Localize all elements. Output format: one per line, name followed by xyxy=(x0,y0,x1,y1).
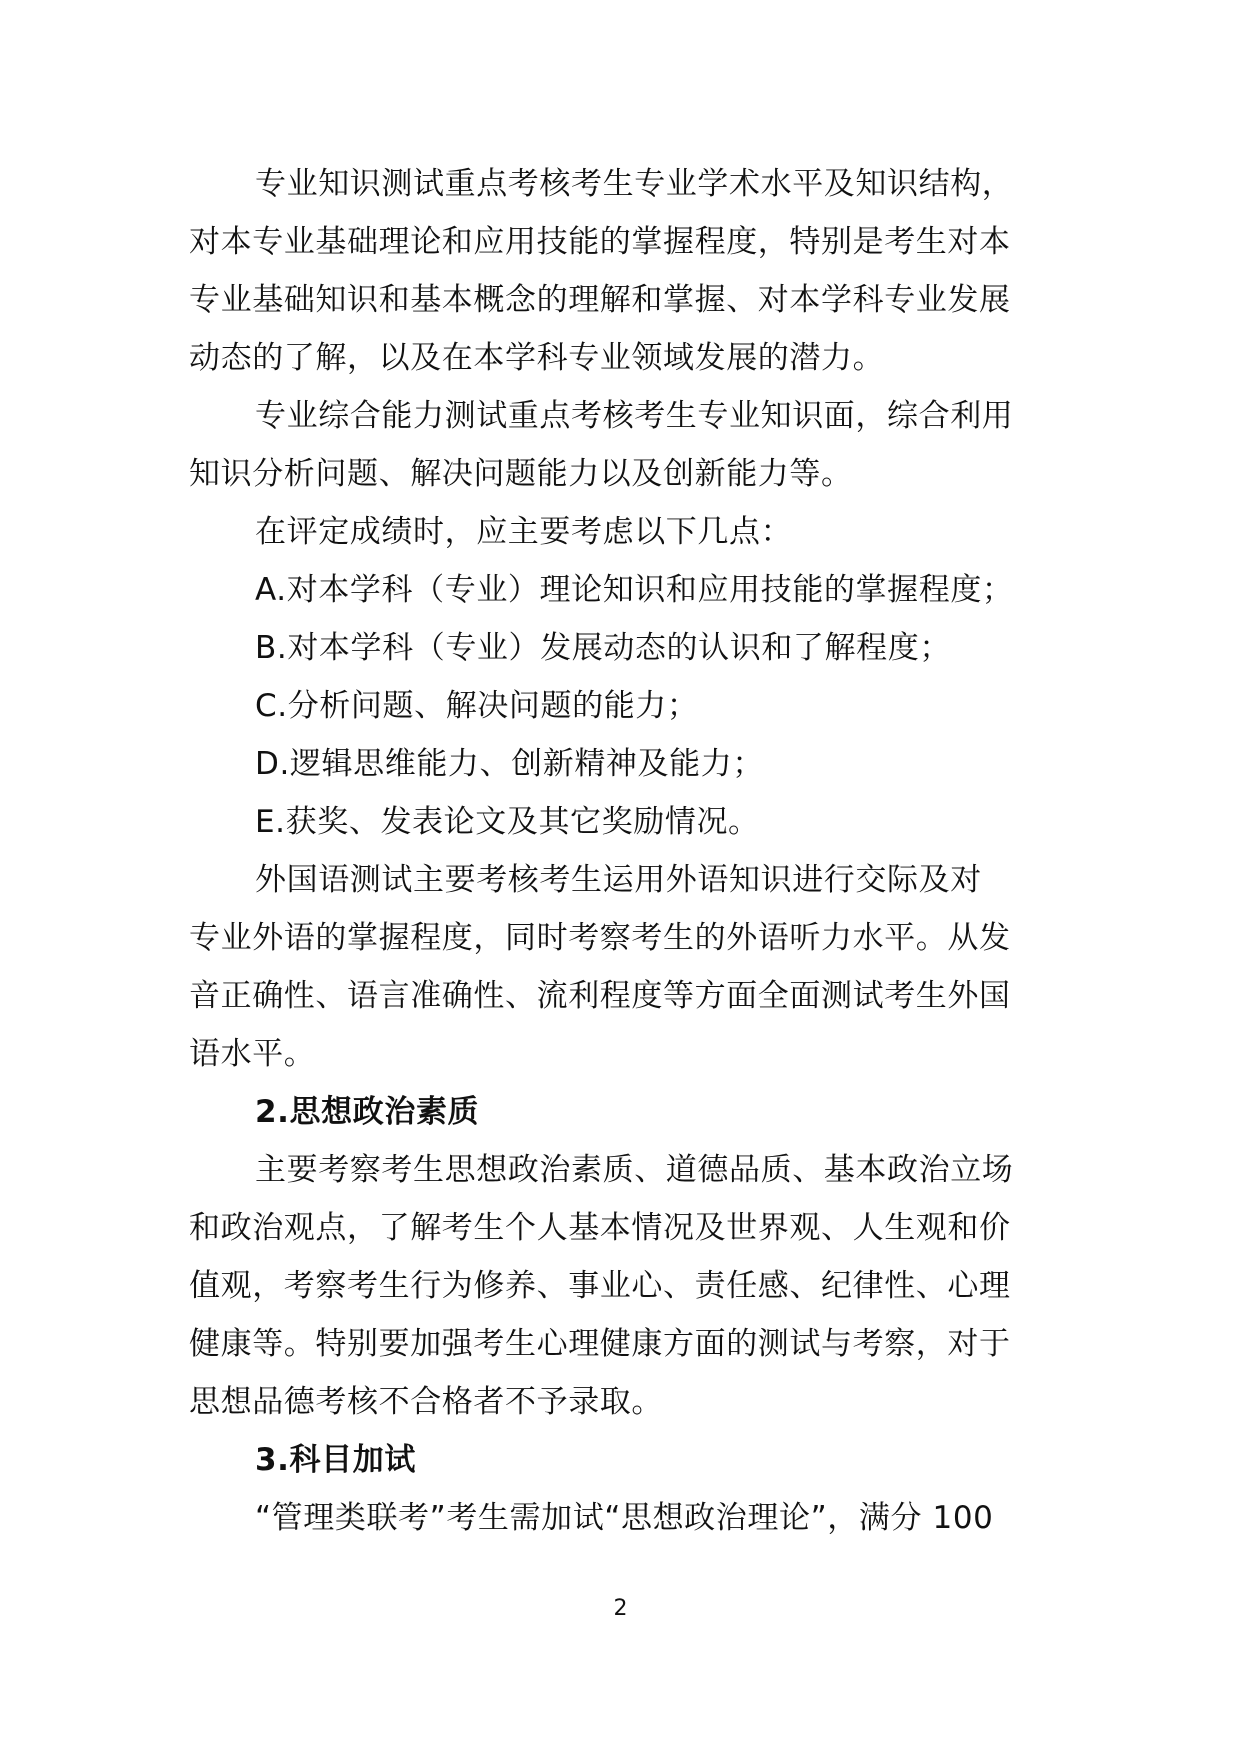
paragraph-line: 专业外语的掌握程度，同时考察考生的外语听力水平。从发 xyxy=(189,920,1011,956)
paragraph-line: 对本专业基础理论和应用技能的掌握程度，特别是考生对本 xyxy=(189,224,1011,260)
paragraph-line: 专业基础知识和基本概念的理解和掌握、对本学科专业发展 xyxy=(189,282,1011,318)
list-item: D.逻辑思维能力、创新精神及能力； xyxy=(255,746,764,782)
section-heading: 2.思想政治素质 xyxy=(255,1094,480,1130)
paragraph-line: 专业综合能力测试重点考核考生专业知识面，综合利用 xyxy=(255,398,1014,434)
page-number: 2 xyxy=(613,1596,628,1621)
paragraph-line: “管理类联考”考生需加试“思想政治理论”，满分 100 xyxy=(255,1500,994,1536)
paragraph-line: 知识分析问题、解决问题能力以及创新能力等。 xyxy=(189,456,853,492)
paragraph-line: 值观，考察考生行为修养、事业心、责任感、纪律性、心理 xyxy=(189,1268,1011,1304)
list-item: C.分析问题、解决问题的能力； xyxy=(255,688,699,724)
paragraph-line: 音正确性、语言准确性、流利程度等方面全面测试考生外国 xyxy=(189,978,1011,1014)
paragraph-line: 外国语测试主要考核考生运用外语知识进行交际及对 xyxy=(255,862,982,898)
paragraph-line: 在评定成绩时，应主要考虑以下几点： xyxy=(255,514,793,550)
paragraph-line: 主要考察考生思想政治素质、道德品质、基本政治立场 xyxy=(255,1152,1014,1188)
list-item: E.获奖、发表论文及其它奖励情况。 xyxy=(255,804,760,840)
paragraph-line: 动态的了解，以及在本学科专业领域发展的潜力。 xyxy=(189,340,885,376)
section-heading: 3.科目加试 xyxy=(255,1442,416,1478)
paragraph-line: 语水平。 xyxy=(189,1036,316,1072)
paragraph-line: 健康等。特别要加强考生心理健康方面的测试与考察，对于 xyxy=(189,1326,1011,1362)
list-item: A.对本学科（专业）理论知识和应用技能的掌握程度； xyxy=(255,572,1014,608)
paragraph-line: 和政治观点，了解考生个人基本情况及世界观、人生观和价 xyxy=(189,1210,1011,1246)
paragraph-line: 思想品德考核不合格者不予录取。 xyxy=(189,1384,663,1420)
paragraph-line: 专业知识测试重点考核考生专业学术水平及知识结构， xyxy=(255,166,1014,202)
list-item: B.对本学科（专业）发展动态的认识和了解程度； xyxy=(255,630,951,666)
